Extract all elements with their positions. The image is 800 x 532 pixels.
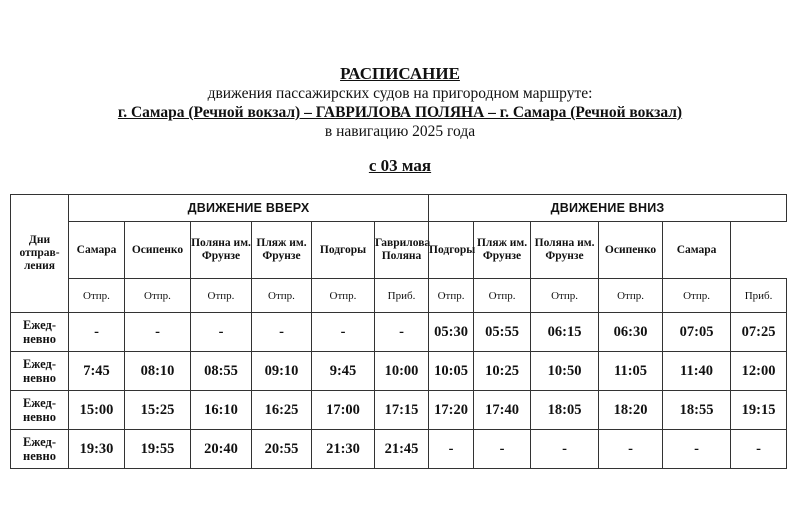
time-cell: 18:55 (663, 391, 731, 430)
time-cell: 07:25 (731, 313, 787, 352)
day-cell: Ежед-невно (11, 430, 69, 469)
time-cell: - (599, 430, 663, 469)
table-row (11, 313, 787, 352)
time-cell: 10:25 (474, 352, 531, 391)
kind-cell: Приб. (375, 279, 429, 313)
time-cell: 17:15 (375, 391, 429, 430)
stop-header-up: Самара (69, 222, 125, 279)
time-cell: 05:30 (429, 313, 474, 352)
kind-cell: Отпр. (531, 279, 599, 313)
time-cell: - (731, 430, 787, 469)
time-cell: 16:10 (191, 391, 252, 430)
route-line: г. Самара (Речной вокзал) – ГАВРИЛОВА ПОЛЯНА – г. Самара (Речной вокзал) (117, 104, 683, 121)
time-cell: 11:40 (663, 352, 731, 391)
direction-up-header: ДВИЖЕНИЕ ВВЕРХ (69, 195, 429, 222)
time-cell: 11:05 (599, 352, 663, 391)
navigation-season: в навигацию 2025 года (324, 123, 476, 140)
time-cell: 19:55 (125, 430, 191, 469)
stop-header-down: Пляж им. Фрунзе (474, 222, 531, 279)
time-cell: 20:55 (252, 430, 312, 469)
kind-cell: Отпр. (474, 279, 531, 313)
time-cell: 07:05 (663, 313, 731, 352)
kind-cell: Отпр. (599, 279, 663, 313)
time-cell: 21:45 (375, 430, 429, 469)
time-cell: - (531, 430, 599, 469)
stop-header-down: Подгоры (429, 222, 474, 279)
stop-header-up: Поляна им. Фрунзе (191, 222, 252, 279)
stops-header-row (11, 222, 787, 279)
kind-cell: Отпр. (125, 279, 191, 313)
direction-header-row (11, 195, 787, 222)
time-cell: 20:40 (191, 430, 252, 469)
time-cell: - (474, 430, 531, 469)
time-cell: 15:00 (69, 391, 125, 430)
time-cell: - (429, 430, 474, 469)
time-cell: 7:45 (69, 352, 125, 391)
stop-header-down: Осипенко (599, 222, 663, 279)
time-cell: 17:20 (429, 391, 474, 430)
time-cell: 10:05 (429, 352, 474, 391)
time-cell: 16:25 (252, 391, 312, 430)
time-cell: 17:00 (312, 391, 375, 430)
document-header (0, 64, 800, 141)
kind-cell: Отпр. (191, 279, 252, 313)
kind-cell: Приб. (731, 279, 787, 313)
time-cell: 19:30 (69, 430, 125, 469)
time-cell: 06:30 (599, 313, 663, 352)
stop-header-down: Самара (663, 222, 731, 279)
stop-header-up: Гаврилова Поляна (375, 222, 429, 279)
time-cell: 17:40 (474, 391, 531, 430)
day-cell: Ежед-невно (11, 352, 69, 391)
table-row (11, 352, 787, 391)
kind-cell: Отпр. (429, 279, 474, 313)
document-title: РАСПИСАНИЕ (340, 64, 460, 83)
table-row (11, 391, 787, 430)
time-cell: 09:10 (252, 352, 312, 391)
day-cell: Ежед-невно (11, 313, 69, 352)
time-cell: 10:50 (531, 352, 599, 391)
day-cell: Ежед-невно (11, 391, 69, 430)
schedule-table (10, 194, 787, 469)
stop-header-up: Подгоры (312, 222, 375, 279)
time-cell: 21:30 (312, 430, 375, 469)
direction-down-header: ДВИЖЕНИЕ ВНИЗ (429, 195, 787, 222)
time-cell: 9:45 (312, 352, 375, 391)
document-subtitle: движения пассажирских судов на пригородном маршруте: (207, 85, 593, 102)
time-cell: - (125, 313, 191, 352)
kind-cell: Отпр. (663, 279, 731, 313)
kind-cell: Отпр. (69, 279, 125, 313)
time-cell: - (375, 313, 429, 352)
time-cell: - (191, 313, 252, 352)
stop-header-up: Пляж им. Фрунзе (252, 222, 312, 279)
time-cell: 18:20 (599, 391, 663, 430)
time-cell: 08:10 (125, 352, 191, 391)
start-date: с 03 мая (368, 156, 432, 175)
time-cell: - (252, 313, 312, 352)
time-cell: 19:15 (731, 391, 787, 430)
time-cell: 08:55 (191, 352, 252, 391)
time-cell: 10:00 (375, 352, 429, 391)
time-cell: 06:15 (531, 313, 599, 352)
stop-header-down: Поляна им. Фрунзе (531, 222, 599, 279)
days-column-header: Дни отправ-ления (11, 195, 69, 313)
time-cell: 18:05 (531, 391, 599, 430)
time-cell: 12:00 (731, 352, 787, 391)
time-cell: - (312, 313, 375, 352)
time-cell: - (663, 430, 731, 469)
table-row (11, 430, 787, 469)
kind-cell: Отпр. (252, 279, 312, 313)
stop-header-up: Осипенко (125, 222, 191, 279)
time-cell: 05:55 (474, 313, 531, 352)
time-cell: 15:25 (125, 391, 191, 430)
kind-header-row (11, 279, 787, 313)
time-cell: - (69, 313, 125, 352)
kind-cell: Отпр. (312, 279, 375, 313)
